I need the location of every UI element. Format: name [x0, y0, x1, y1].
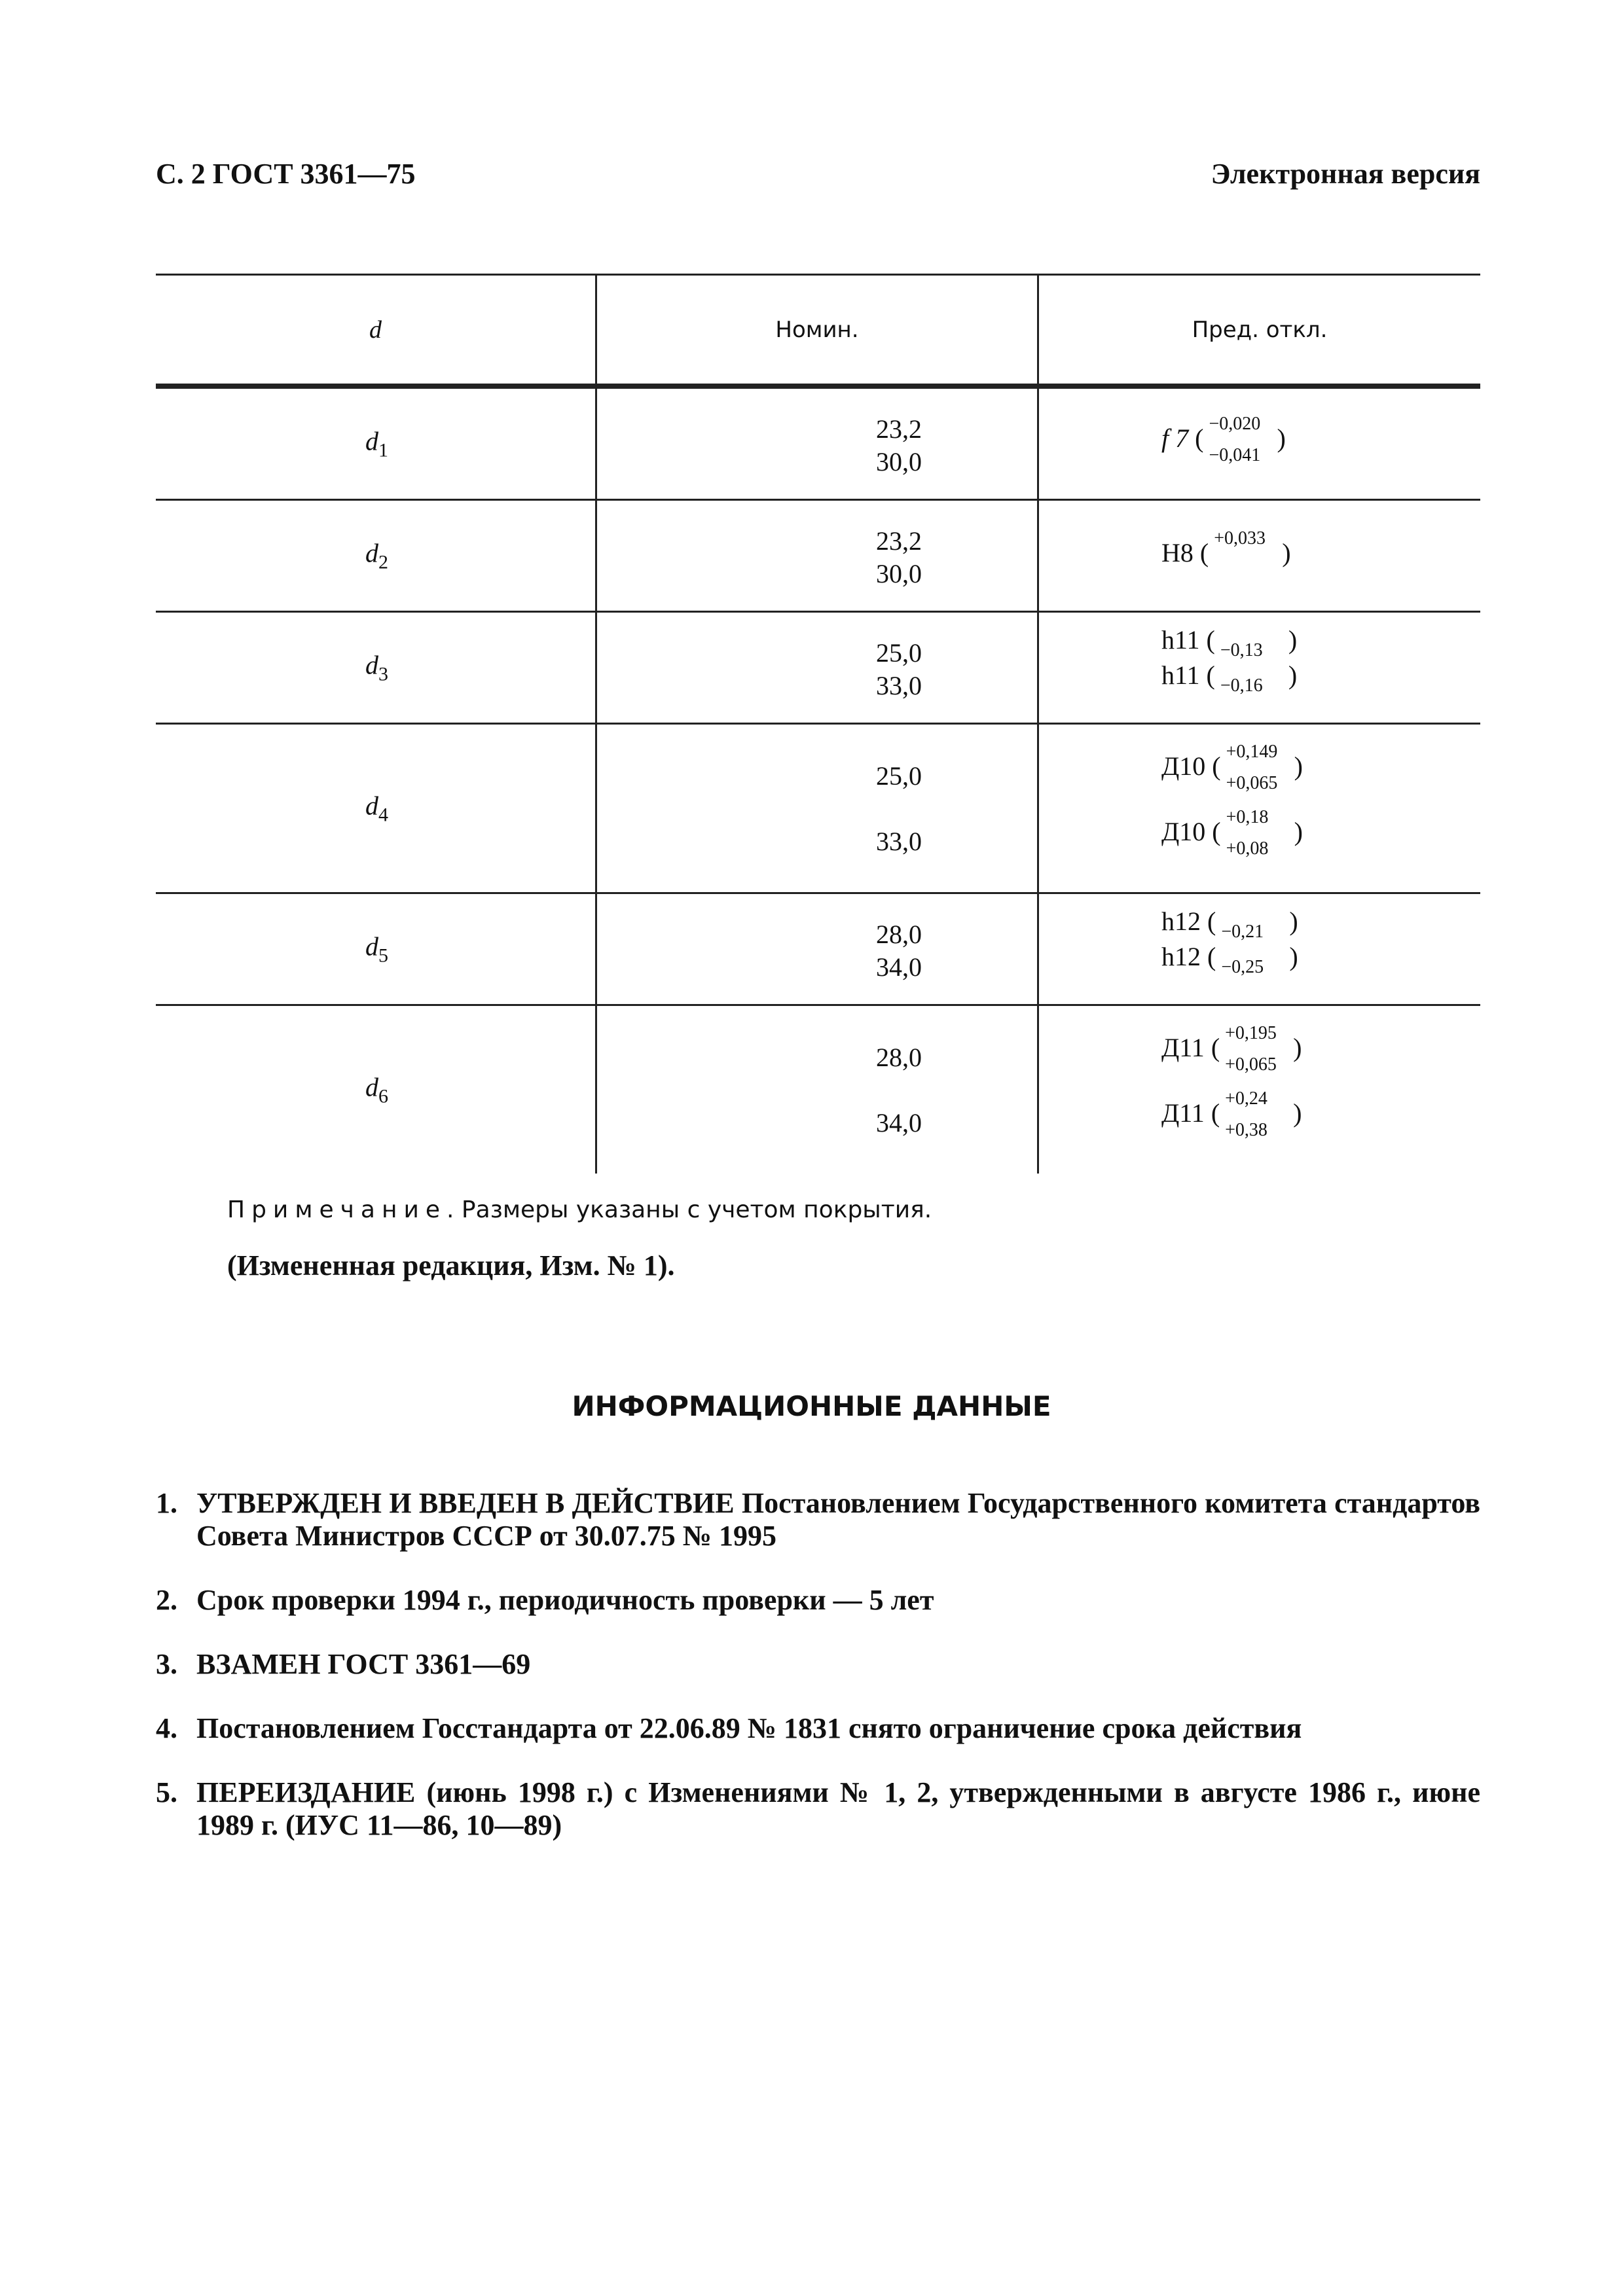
nominal-value: 34,0 [876, 1108, 922, 1138]
nominal-value: 28,0 [876, 1043, 922, 1072]
table-row [156, 384, 1480, 499]
edition-label: Электронная версия [1211, 158, 1480, 190]
column-header-tolerance: Пред. откл. [1037, 276, 1480, 384]
page-number-standard: С. 2 ГОСТ 3361—75 [156, 158, 416, 190]
nominal-value: 33,0 [876, 827, 922, 856]
tolerance: Д10 ( +0,18 +0,08 ) [1161, 807, 1303, 859]
table-row [156, 892, 1480, 1004]
table-row [156, 499, 1480, 611]
table-note [227, 1196, 932, 1223]
nominal-value: 25,0 [876, 638, 922, 668]
tolerance: h11 ( −0,16 ) [1161, 660, 1298, 696]
tolerance: H8 ( +0,033 ) [1161, 528, 1291, 568]
diameter-symbol: $d_4$ [365, 791, 388, 826]
column-header-nominal: Номин. [595, 276, 1037, 384]
nominal-value: 30,0 [876, 447, 922, 476]
tolerance: h11 ( −0,13 ) [1161, 625, 1298, 660]
table-row [156, 723, 1480, 892]
list-item: 3. ВЗАМЕН ГОСТ 3361—69 [156, 1648, 531, 1680]
section-title: ИНФОРМАЦИОННЫЕ ДАННЫЕ [572, 1390, 1051, 1422]
list-item: 2. Срок проверки 1994 г., периодичность проверки — 5 лет [156, 1584, 934, 1616]
amendment-note: (Измененная редакция, Изм. № 1). [227, 1249, 675, 1282]
note-text: . Размеры указаны с учетом покрытия. [447, 1196, 932, 1223]
list-item: 1. УТВЕРЖДЕН И ВВЕДЕН В ДЕЙСТВИЕ Постановлением Государственного комитета стандартов Совета Министров СССР от 30.07.75 № 1995 [156, 1487, 1480, 1552]
tolerance: Д11 ( +0,24 +0,38 ) [1161, 1088, 1302, 1140]
diameter-symbol: $d_1$ [365, 426, 388, 461]
nominal-value: 25,0 [876, 761, 922, 791]
diameter-symbol: $d_6$ [365, 1072, 388, 1107]
nominal-value: 23,2 [876, 414, 922, 444]
table-row [156, 611, 1480, 723]
page-header [156, 157, 1480, 203]
list-item: 4. Постановлением Госстандарта от 22.06.89 № 1831 снято ограничение срока действия [156, 1712, 1302, 1744]
diameter-symbol: $d_5$ [365, 931, 388, 967]
column-header-d: d [369, 315, 382, 344]
nominal-value: 23,2 [876, 526, 922, 556]
diameter-symbol: $d_3$ [365, 650, 388, 685]
table-header-row [156, 274, 1480, 384]
nominal-value: 28,0 [876, 920, 922, 949]
tolerance: h12 ( −0,25 ) [1161, 942, 1298, 977]
tolerance: Д10 ( +0,149 +0,065 ) [1161, 742, 1303, 793]
info-list [156, 1487, 1480, 1873]
nominal-value: 33,0 [876, 671, 922, 700]
nominal-value: 30,0 [876, 559, 922, 588]
list-item: 5. ПЕРЕИЗДАНИЕ (июнь 1998 г.) с Изменениями № 1, 2, утвержденными в августе 1986 г., июне 1989 г. (ИУС 11—86, 10—89) [156, 1776, 1480, 1841]
tolerance: h12 ( −0,21 ) [1161, 906, 1298, 942]
dimensions-table [156, 274, 1480, 1174]
tolerance: Д11 ( +0,195 +0,065 ) [1161, 1023, 1302, 1075]
table-row [156, 1004, 1480, 1174]
tolerance: f 7 ( −0,020 −0,041 ) [1161, 414, 1286, 465]
diameter-symbol: $d_2$ [365, 538, 388, 573]
note-label: Примечание [227, 1196, 447, 1223]
nominal-value: 34,0 [876, 952, 922, 982]
